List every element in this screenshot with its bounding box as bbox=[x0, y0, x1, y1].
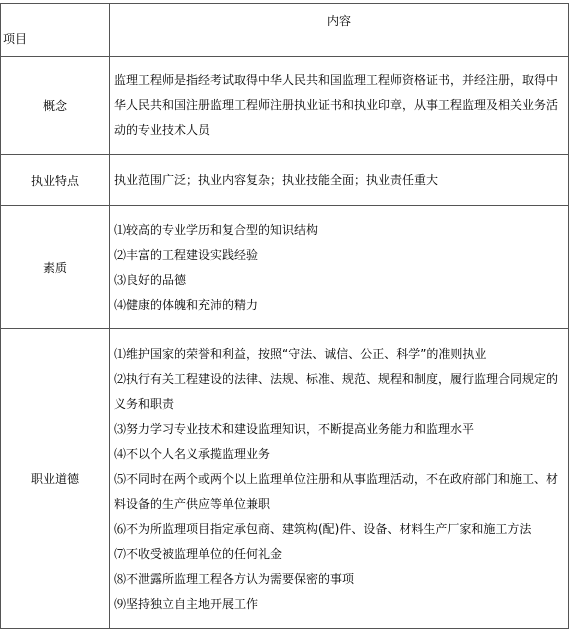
header-content: 内容 bbox=[110, 4, 569, 57]
list-item: ⑶良好的品德 bbox=[114, 273, 187, 287]
list-item: ⑴较高的专业学历和复合型的知识结构 bbox=[114, 223, 319, 237]
list-item: ⑴维护国家的荣誉和利益，按照“守法、诚信、公正、科学”的准则执业 bbox=[114, 347, 487, 361]
row-label-concept: 概念 bbox=[1, 57, 110, 155]
list-item: ⑸不同时在两个或两个以上监理单位注册和从事监理活动，不在政府部门和施工、材 bbox=[114, 472, 559, 486]
list-item: ⑶努力学习专业技术和建设监理知识，不断提高业务能力和监理水平 bbox=[114, 422, 475, 436]
text-line: 动的专业技术人员 bbox=[114, 123, 211, 137]
text-line: 执业范围广泛；执业内容复杂；执业技能全面；执业责任重大 bbox=[114, 172, 439, 187]
row-label-features: 执业特点 bbox=[1, 155, 110, 206]
list-item: ⑻不泄露所监理工程各方认为需要保密的事项 bbox=[114, 572, 355, 586]
content-table bbox=[0, 3, 569, 629]
list-item: 料设备的生产供应等单位兼职 bbox=[114, 497, 271, 511]
table-row bbox=[1, 329, 569, 629]
list-item: ⑷健康的体魄和充沛的精力 bbox=[114, 298, 259, 312]
text-line: 监理工程师是指经考试取得中华人民共和国监理工程师资格证书，并经注册，取得中 bbox=[114, 73, 559, 87]
list-item: ⑼坚持独立自主地开展工作 bbox=[114, 597, 259, 611]
text-line: 华人民共和国注册监理工程师注册执业证书和执业印章，从事工程监理及相关业务活 bbox=[114, 98, 559, 112]
row-content-ethics bbox=[110, 329, 569, 629]
list-item: ⑵执行有关工程建设的法律、法规、标准、规范、规程和制度，履行监理合同规定的 bbox=[114, 372, 559, 386]
row-content-quality bbox=[110, 206, 569, 329]
row-content-features bbox=[110, 155, 569, 206]
header-item: 项目 bbox=[1, 4, 110, 57]
list-item: ⑵丰富的工程建设实践经验 bbox=[114, 248, 259, 262]
header-row bbox=[1, 4, 569, 57]
list-item: ⑷不以个人名义承揽监理业务 bbox=[114, 447, 271, 461]
row-label-ethics: 职业道德 bbox=[1, 329, 110, 629]
table-row bbox=[1, 206, 569, 329]
row-label-quality: 素质 bbox=[1, 206, 110, 329]
table-row bbox=[1, 57, 569, 155]
list-item: 义务和职责 bbox=[114, 397, 175, 411]
table-row bbox=[1, 155, 569, 206]
list-item: ⑺不收受被监理单位的任何礼金 bbox=[114, 547, 283, 561]
list-item: ⑹不为所监理项目指定承包商、建筑构(配)件、设备、材料生产厂家和施工方法 bbox=[114, 522, 532, 536]
row-content-concept bbox=[110, 57, 569, 155]
